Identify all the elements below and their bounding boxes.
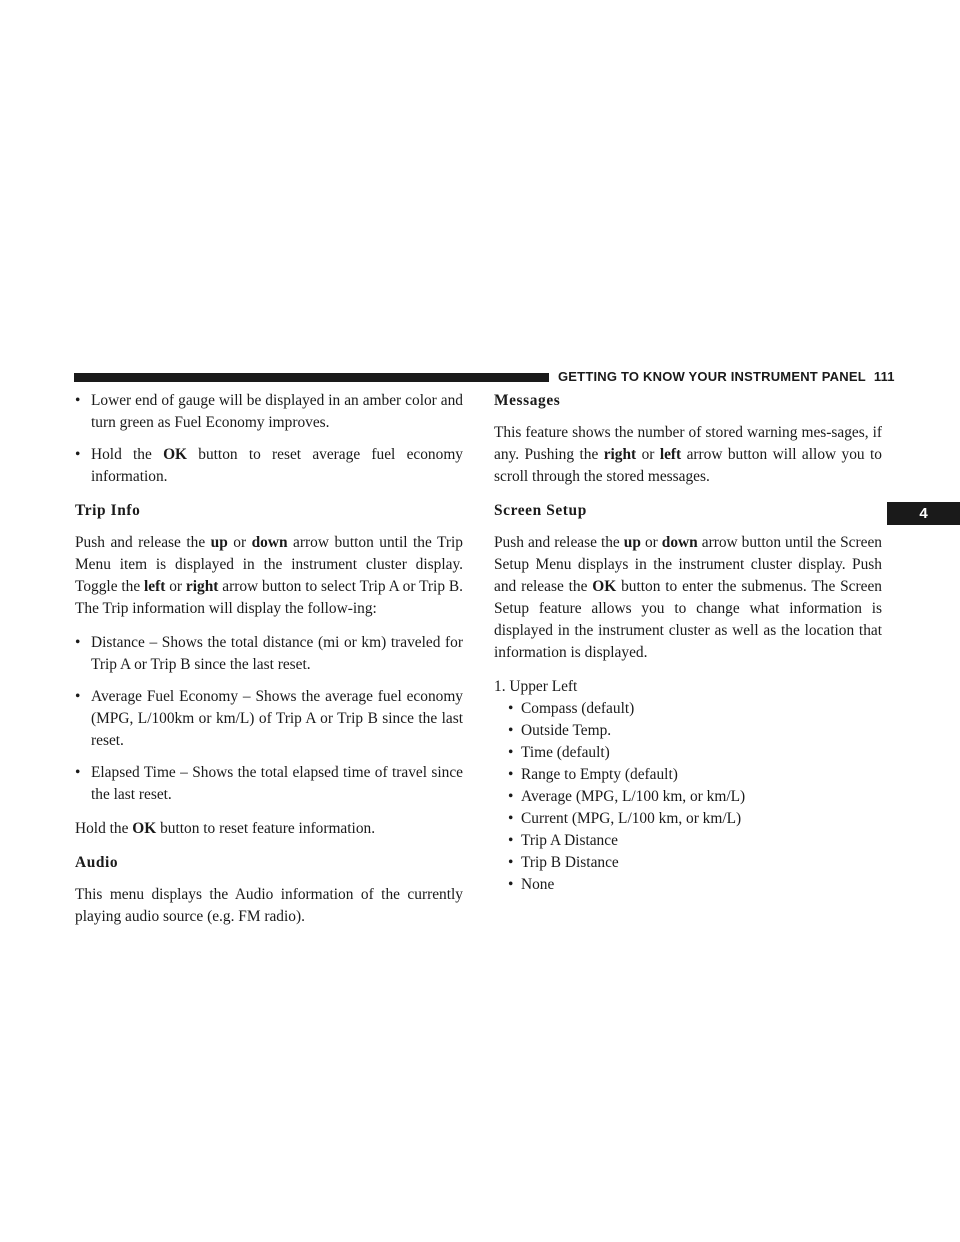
list-item: • Average (MPG, L/100 km, or km/L): [508, 786, 882, 808]
ok-keyword: OK: [132, 820, 157, 837]
list-item: • Compass (default): [508, 698, 882, 720]
text: button to enter the submenus. The Screen Setup feature allows you to change what information is displayed in the instrument cluster as well as the location that information is displayed.: [494, 578, 882, 661]
list-item: • None: [508, 874, 882, 896]
text: Hold the: [75, 820, 133, 837]
list-item: • Trip A Distance: [508, 830, 882, 852]
left-keyword: left: [659, 446, 682, 463]
text: or: [640, 534, 662, 551]
text: arrow button until the Trip Menu item is displayed in the instrument cluster display. Toggle the: [75, 534, 463, 595]
trip-info-paragraph: [75, 532, 463, 620]
list-item: • Distance – Shows the total distance (mi or km) traveled for Trip A or Trip B since the last reset.: [75, 632, 463, 676]
upper-left-options: [494, 698, 882, 896]
down-keyword: down: [251, 534, 288, 551]
text: arrow button will allow you to scroll through the stored messages.: [494, 446, 882, 485]
right-keyword: right: [603, 446, 637, 463]
right-column: [494, 390, 882, 896]
list-item: • Current (MPG, L/100 km, or km/L): [508, 808, 882, 830]
text: Push and release the: [75, 534, 211, 551]
left-column: [75, 390, 463, 940]
page-number: 111: [873, 369, 895, 384]
trip-info-heading: Trip Info: [75, 502, 141, 519]
audio-paragraph: This menu displays the Audio information of the currently playing audio source (e.g. FM radio).: [75, 886, 463, 925]
list-item: • Elapsed Time – Shows the total elapsed time of travel since the last reset.: [75, 762, 463, 806]
down-keyword: down: [661, 534, 698, 551]
list-item: • Outside Temp.: [508, 720, 882, 742]
list-item: [75, 444, 463, 488]
up-keyword: up: [623, 534, 641, 551]
screen-setup-paragraph: [494, 532, 882, 664]
screen-setup-heading: Screen Setup: [494, 502, 587, 519]
header-rule: [74, 373, 549, 382]
reset-paragraph: [75, 818, 463, 840]
list-item: • Time (default): [508, 742, 882, 764]
messages-heading: Messages: [494, 392, 561, 409]
left-keyword: left: [144, 578, 166, 595]
text: Push and release the: [494, 534, 624, 551]
right-keyword: right: [185, 578, 219, 595]
text: button to reset feature information.: [156, 820, 376, 837]
trip-info-list: [75, 632, 463, 806]
text: or: [636, 446, 660, 463]
text: Hold the: [91, 446, 164, 463]
chapter-tab: 4: [887, 502, 960, 525]
text: arrow button to select Trip A or Trip B. The Trip information will display the follow-ing:: [75, 578, 463, 617]
audio-heading: Audio: [75, 854, 119, 871]
section-title: GETTING TO KNOW YOUR INSTRUMENT PANEL: [558, 369, 866, 384]
upper-left-label: 1. Upper Left: [494, 678, 578, 695]
gauge-bullets: [75, 390, 463, 488]
text: This feature shows the number of stored warning mes-sages, if any. Pushing the: [494, 424, 882, 463]
list-item: • Average Fuel Economy – Shows the average fuel economy (MPG, L/100km or km/L) of Trip A or Trip B since the last reset.: [75, 686, 463, 752]
text: or: [227, 534, 252, 551]
list-item: • Lower end of gauge will be displayed in an amber color and turn green as Fuel Economy improves.: [75, 390, 463, 434]
text: arrow button until the Screen Setup Menu displays in the instrument cluster display. Push and release the: [494, 534, 882, 595]
ok-keyword: OK: [592, 578, 617, 595]
list-item: • Range to Empty (default): [508, 764, 882, 786]
running-header: [558, 369, 895, 384]
ok-keyword: OK: [163, 446, 188, 463]
text: button to reset average fuel economy information.: [91, 446, 463, 485]
messages-paragraph: [494, 422, 882, 488]
up-keyword: up: [210, 534, 228, 551]
list-item: • Trip B Distance: [508, 852, 882, 874]
text: or: [165, 578, 186, 595]
